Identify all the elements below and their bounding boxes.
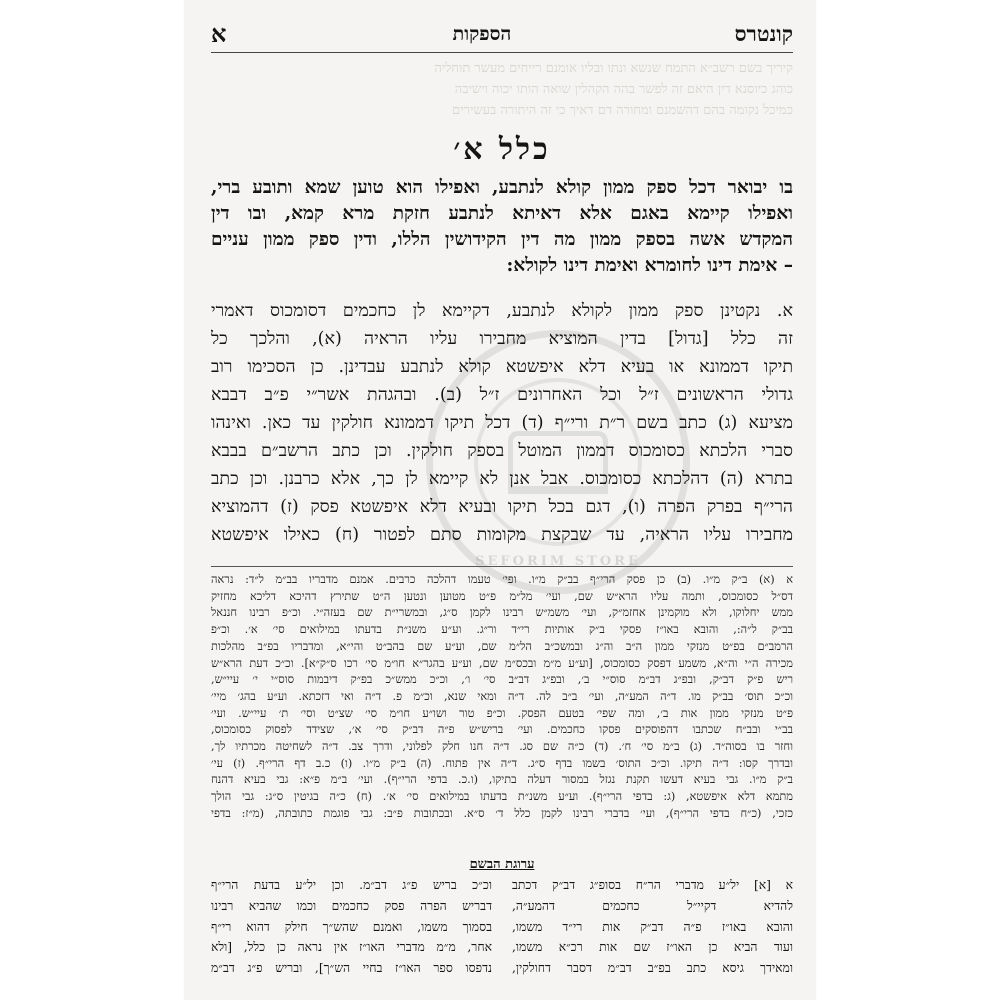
footnote-line: פ״ט מנזקי ממון אות ב׳, ומה שפי׳ בטעם הפסק. וכ״פ טור ושו״ע חו״מ סי׳ שצ״ט וסי׳ ת׳ עיי״ש. ועי׳ [211,706,793,720]
bleed-line: כוהג כיוסנא דין היאם זה לפשר בהה הקהלין שואה הותו יכוה וישיבה [454,82,793,97]
body-line: סברי הלכתא כסומכוס דממון המוטל בספק חולקין. וכן כתב הרשב״ם בבבא [211,441,793,461]
body-line: תיקו דממונא או בעיא דלא איפשטא קולא לנתבע עבדינן. כן הסכימו רוב [211,357,793,377]
commentary-line: להדיא דקיי״ל כחכמים דהמע״ה, [512,898,793,913]
watermark-text: SEFORIM STORE [475,554,641,569]
commentary-line: וכ״כ בריש פ״ג דב״מ. וכן יל״ע בדעת הרי״ף [211,878,492,892]
body-line: מחבירו עליו הראיה, עד שבקצת מקומות סתם לפטור (ח) כאילו איפשטא [211,525,793,545]
body-line: הרי״ף בפרק הפרה (ו), דגם בכל תיקו ובעיא דלא איפשטא פסק (ז) דהמוציא [211,497,793,517]
footnote-line: וכ״כ תוס׳ בב״ק מו. ד״ה המע״ה, ועי׳ ב״ב לה. ד״ה ומאי שנא, וכ״מ פ. ד״ה ואי דזכתא. וע״ע בהג׳ מיי׳ [211,689,793,703]
commentary-columns [211,875,793,979]
footnotes [211,572,793,823]
footnote-line: ממש יחלוקו, ולא מוקמינן אחזמ״ק, ועי׳ משמ״ש רבינו לקמן ס״ג, ובמשרי״ת שם בעזה״י. וכ״פ רבינו חננאל [211,606,793,620]
body-line: בתרא (ה) דהלכתא כסומכוס. אבל אנן לא קיימא לן כך, אלא כרבנן. וכן כתב [211,469,793,489]
commentary-line: א [א] יל״ע מדברי הר״ח בסופ״ג דב״ק דכתב [512,878,793,892]
footnote-line: בב״י ובב״ח שכתבו דהפוסקים פסקו כחכמים. ועי׳ בריש״ש פ״ה דב״ק סי׳ א׳, שצידד לפסוק כסומכוס, [211,723,793,737]
footnote-line: הרמב״ם בפ״ט מנזקי ממון ה״ב וה״ג ובמשכ״ב הל״מ שם, וע״ע שם בהב״ט והי״א, ומדבריו בפ״ב מהלכות [211,639,793,653]
running-header [211,18,793,50]
section-title: כלל א׳ [453,132,551,167]
bleed-line: קיריך בשם רשב״א התמח שנשא ונתו ובליו אומנם רייחים מעשר תוחליה [434,61,793,76]
footnote-line: מתמא דלא איפשטא, (ג: בדפי הרי״ף). וע״ע משנ״ת בדעתו במילואים סי׳ א׳. (ח) כ״ה בגיטין ס״ג: גבי הולך [211,790,793,804]
footnote-line: מכירה ה״י וה״א, משמע דפסק כסומכוס, [וע״ע מ״מ ובכס״מ שם, וע״ע בהגר״א חו״מ סי׳ רכו ס״ק״א]. וכ״כ דעת הרא״ש [211,656,793,670]
footnotes-divider [211,566,793,567]
body-line: גדולי הראשונים ז״ל וכל האחרונים ז״ל (ב). ובהגהת אשר״י פ״ב דבבא [211,385,793,405]
book-page [185,0,815,1000]
footnote-line: ריש פ״ק דב״ק, ובפ״ג דב״מ סוס״י ב׳, ובפ״ג דב״ב סי׳ ו׳, וכ״כ ממש״כ בפ״ק דיבמות סוס״י י׳ עיי״ש, [211,673,793,687]
footnote-line: א (א) ב״ק מ״ו. (ב) כן פסק הרי״ף בב״ק מ״ו. ופי׳ טעמו דהלכה כרבים. אמנם מדבריו בב״מ ל״ד: נראה [211,573,793,586]
main-body-text [211,297,793,549]
intro-line: – אימת דינו לחומרא ואימת דינו לקולא: [506,255,793,276]
footnote-line: ב״ק מ״ו. גבי בעיא דעשו תקנת נגזל במסור דעלה בתיקו, (ו.כ. בדפי הרי״ף). ועי׳ ב״מ פ״א: גבי בעיא דהנח [211,773,793,787]
footnote-line: כזכי, (כ״ח בדפי הרי״ף), ועי׳ בדברי רבינו לקמן כלל ד׳ ס״א. ובכתובות פ״ב: גבי פוגמת כתובתה, (מ״ז: בדפי [211,806,793,820]
commentary-heading: ערוגת הבשם [469,857,535,872]
header-center-title: הספקות [452,22,512,45]
bleed-line: כמיכל נקומה בהם דהשמנם ומחורה דם דאיך כי זה היתורה בעשירים [452,103,793,118]
intro-line: בו יבואר דכל ספק ממון קולא לנתבע, ואפילו הוא טוען שמא ותובע ברי, [211,177,793,198]
intro-line: המקדש אשה בספק ממון מה דין הקידושין הללו, ודין ספק ממון עניים [211,229,793,250]
body-line: א. נקטינן ספק ממון לקולא לנתבע, דקיימא לן כחכמים דסומכוס דאמרי [211,301,793,321]
page-content [211,0,793,1000]
footnote-line: ובדרך קסו: ד״ה תיקו. וכ״כ התוס׳ בשמו בדף ס״ג. ד״ה אין פתוח. (ה) ב״ק מ״ו. (ו) כ.ב דף הרי״ף. (ז) עי׳ [211,756,793,770]
intro-summary [211,175,793,279]
header-page-letter: א [211,19,227,48]
footnote-line: דס״ל כסומכוס, ותמה עליו הרא״ש שם, ועי׳ מל״מ פ״ט מטוען ונטען ה״ט שתירץ דהיכא דליכא מחזיק [211,589,793,603]
bleed-through-text [211,58,793,122]
footnote-line: וחזר בו בסוה״ד. (ג) ב״מ סי׳ ח׳. (ד) כ״ה שם סג. ד״ה חנו חלק לפלוני, ודרך צב. ד״ה לשחיטה מכרתיו לך, [211,740,793,754]
body-line: מציעא (ג) כתב בשם ר״ת ורי״ף (ד) דכל תיקו דממונא חולקין עד כאן. ואינהו [211,413,793,433]
commentary-line: אחר, מ״מ מדברי האו״ז אין נראה כן כלל, [ולא [211,940,492,955]
commentary-line: ועוד הביא כן האו״ז שם אות רכ״א משמו, [512,940,793,955]
commentary-line: והובא באו״ז פ״ה דב״ק אות רי״ד משמו, [512,919,793,934]
commentary-line: נדפסו ספר האו״ז בחיי הש״ך], ובריש פ״ג דב״מ [211,961,492,976]
intro-line: ואפילו קיימא באגם אלא דאיתא לנתבע חזקת מרא קמא, ובו דין [211,203,793,224]
commentary-line: בסמוך משמו, ואמנם שהש״ך חילק דהוא רי״ף [211,919,492,934]
footnote-line: בב״ק ל״ה:, והובא באו״ז פסקי ב״ק אותיות רי״ד ור״ג. וע״ע משנ״ת בדעתו במילואים סי׳ א׳. וכ״פ [211,623,793,637]
commentary-column-left [211,875,492,979]
commentary-line: ומאידך גיסא כתב בפ״ב דב״מ דסבר דחולקין, [512,961,793,976]
body-line: זה כלל [גדול] בדין המוציא מחבירו עליו הראיה (א), והלכך כל [211,329,793,349]
header-right-title: קונטרס [734,21,793,46]
header-divider [211,52,793,53]
commentary-column-right [512,875,793,979]
commentary-line: דבריש הפרה פסק כחכמים וכמו שהביא רבינו [211,898,492,913]
